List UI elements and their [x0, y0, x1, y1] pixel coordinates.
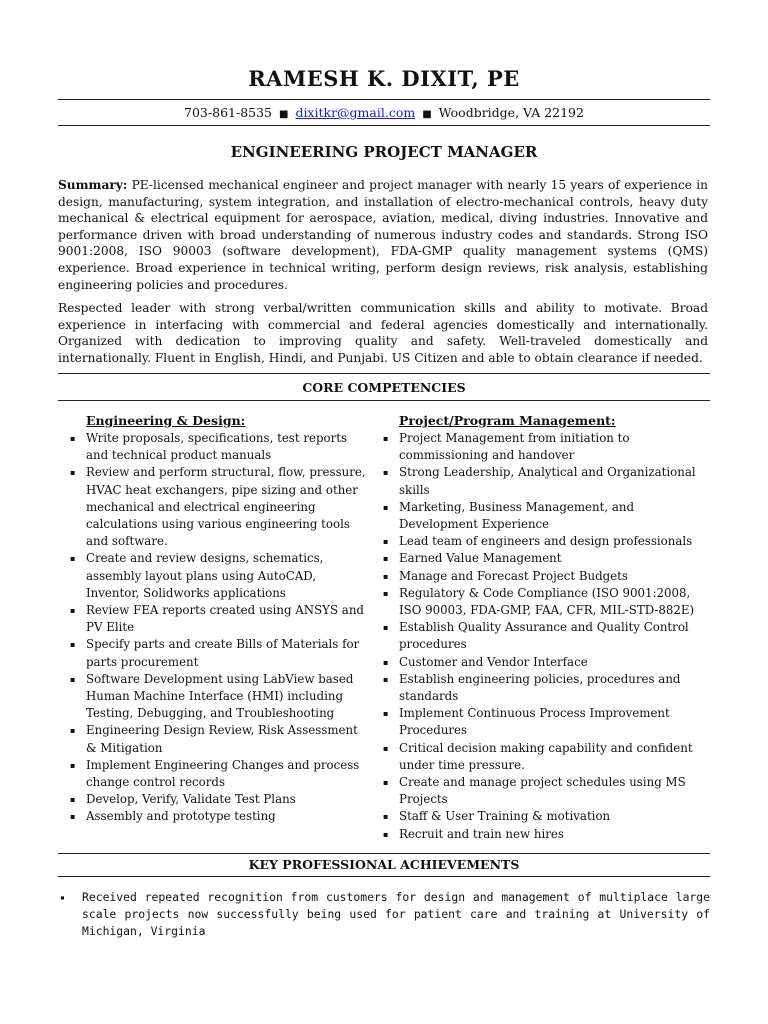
list-item: ▪ Implement Engineering Changes and process change control records — [70, 757, 360, 790]
separator-square-icon: ■ — [422, 109, 432, 120]
bullet-icon: ▪ — [383, 778, 389, 788]
list-item: ▪ Establish Quality Assurance and Quality Control procedures — [383, 620, 689, 652]
list-item: ▪ Staff & User Training & motivation — [381, 808, 711, 825]
summary-text: PE-licensed mechanical engineer and project manager with nearly 15 years of experience in design, manufacturing, system integration, and installation of electro-mechanical controls, heavy duty mechanical & electrical equipment for aerospace, aviation, medical, diving industries. Innovative and performance driven with broad understanding of numerous industry codes and standards. Strong ISO 9001:2008, ISO 90003 (software development), FDA-GMP quality management systems (QMS) experience. Broad experience in technical writing, perform design reviews, risk analysis, establishing engineering policies and procedures. — [58, 178, 708, 292]
bullet-icon: ▪ — [70, 606, 76, 616]
candidate-name: RAMESH K. DIXIT, PE — [248, 66, 520, 91]
competencies-top-rule — [58, 373, 710, 374]
list-item: ▪ Review and perform structural, flow, pressure, HVAC heat exchangers, pipe sizing and other mechanical and electrical engineering calculations using various engineering tools and software. — [70, 465, 366, 549]
achievements-bottom-rule — [58, 876, 710, 877]
list-item: ▪ Engineering Design Review, Risk Assessment & Mitigation — [70, 723, 358, 755]
list-item: ▪ Specify parts and create Bills of Materials for parts procurement — [70, 637, 360, 669]
bullet-icon: ▪ — [383, 623, 389, 633]
list-item: ▪ Review FEA reports created using ANSYS and PV Elite — [70, 603, 364, 635]
bullet-icon: ▪ — [383, 502, 389, 512]
bullet-icon: ▪ — [70, 434, 76, 443]
bullet-icon: ▪ — [70, 468, 76, 478]
project-management-heading: Project/Program Management: — [399, 413, 616, 428]
bullet-icon: ▪ — [70, 760, 76, 770]
bullet-icon: ▪ — [383, 554, 389, 564]
competencies-bottom-rule — [58, 400, 710, 401]
summary-paragraph — [58, 177, 708, 293]
bullet-icon: ▪ — [383, 571, 389, 581]
bullet-icon: ▪ — [70, 674, 76, 684]
list-item: ▪ Recruit and train new hires — [381, 826, 711, 843]
list-item: ▪ Lead team of engineers and design professionals — [381, 533, 711, 550]
list-item: ▪ Earned Value Management — [381, 550, 711, 567]
achievements-list — [58, 889, 710, 940]
phone-number: 703-861-8535 — [184, 105, 273, 120]
list-item: ▪ Write proposals, specifications, test reports and technical product manuals — [70, 431, 348, 463]
bullet-icon: ▪ — [70, 640, 76, 650]
bullet-icon: ▪ — [383, 588, 389, 598]
achievements-section — [58, 889, 710, 940]
achievements-heading: KEY PROFESSIONAL ACHIEVEMENTS — [248, 857, 520, 872]
bullet-icon: ▪ — [70, 795, 76, 805]
engineering-design-list — [68, 430, 368, 826]
bullet-icon: ▪ — [383, 468, 389, 478]
list-item: ▪ Create and manage project schedules using MS Projects — [383, 775, 686, 807]
list-item: ▪ Critical decision making capability and confident under time pressure. — [383, 740, 693, 772]
bullet-icon: ▪ — [70, 554, 76, 564]
achievements-top-rule — [58, 853, 710, 854]
engineering-design-column — [68, 413, 368, 826]
list-item: ▪ Establish engineering policies, procedures and standards — [383, 671, 681, 704]
list-item: ▪ Implement Continuous Process Improvement Procedures — [383, 706, 670, 738]
list-item: ▪ Assembly and prototype testing — [68, 808, 368, 825]
job-title: ENGINEERING PROJECT MANAGER — [230, 143, 538, 161]
bullet-icon: ▪ — [60, 893, 65, 902]
summary-paragraph-2: Respected leader with strong verbal/written communication skills and ability to motivate. Broad experience in interfacing with commercial and federal agencies domestically and internationally. Organized with dedication to improving quality and safety. Well-traveled domestically and internationally. Fluent in English, Hindi, and Punjabi. US Citizen and able to obtain clearance if needed. — [58, 301, 708, 365]
bullet-icon: ▪ — [383, 537, 389, 547]
list-item: ▪ Create and review designs, schematics, assembly layout plans using AutoCAD, Inventor, Solidworks applications — [70, 551, 324, 600]
project-management-column — [381, 413, 711, 843]
separator-square-icon: ■ — [279, 109, 289, 120]
bullet-icon: ▪ — [383, 743, 389, 753]
list-item: ▪ Project Management from initiation to commissioning and handover — [383, 431, 630, 463]
list-item: ▪ Develop, Verify, Validate Test Plans — [68, 791, 368, 808]
header-top-rule — [58, 99, 710, 100]
bullet-icon: ▪ — [383, 674, 389, 684]
engineering-design-heading: Engineering & Design: — [86, 413, 246, 428]
location: Woodbridge, VA 22192 — [438, 105, 584, 120]
list-item: ▪ Marketing, Business Management, and Development Experience — [383, 499, 635, 532]
email-link[interactable]: dixitkr@gmail.com — [295, 105, 416, 120]
list-item: ▪ Regulatory & Code Compliance (ISO 9001:2008, ISO 90003, FDA-GMP, FAA, CFR, MIL-STD-882E) — [383, 585, 695, 618]
header-bottom-rule — [58, 125, 710, 126]
bullet-icon: ▪ — [383, 434, 389, 443]
bullet-icon: ▪ — [70, 726, 76, 736]
contact-line — [0, 105, 768, 120]
project-management-list — [381, 430, 711, 843]
bullet-icon: ▪ — [383, 657, 389, 667]
core-competencies-heading: CORE COMPETENCIES — [302, 380, 466, 395]
list-item: ▪ Received repeated recognition from customers for design and management of multiplace large scale projects now successfully being used for patient care and training at University of Michigan, Virginia — [60, 890, 710, 938]
list-item: ▪ Customer and Vendor Interface — [381, 654, 711, 671]
bullet-icon: ▪ — [383, 709, 389, 719]
bullet-icon: ▪ — [383, 812, 389, 822]
list-item: ▪ Manage and Forecast Project Budgets — [381, 568, 711, 585]
list-item: ▪ Software Development using LabView based Human Machine Interface (HMI) including Testing, Debugging, and Troubleshooting — [70, 671, 354, 721]
bullet-icon: ▪ — [70, 812, 76, 822]
bullet-icon: ▪ — [383, 829, 389, 839]
summary-label: Summary: — [58, 178, 128, 192]
list-item: ▪ Strong Leadership, Analytical and Organizational skills — [383, 465, 696, 497]
